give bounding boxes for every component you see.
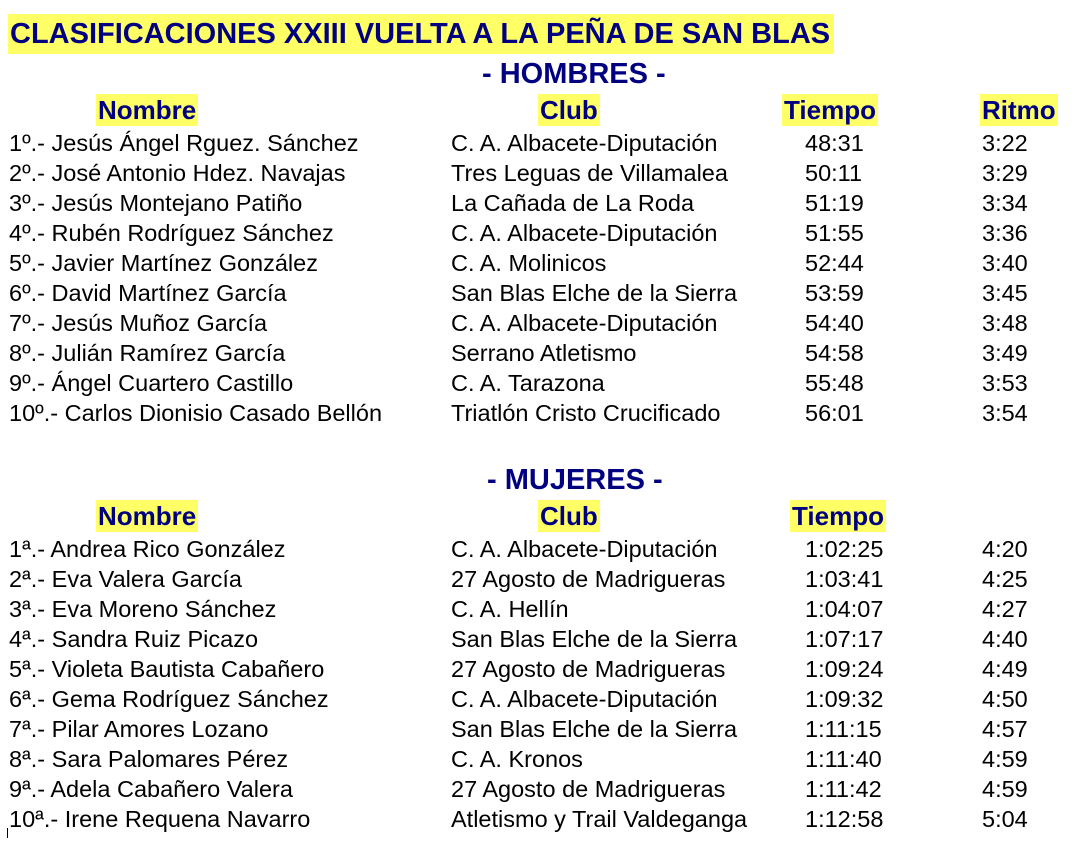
men-result-row	[0, 218, 1084, 248]
runner-time: 51:55	[805, 220, 864, 246]
men-result-row	[0, 188, 1084, 218]
runner-pace: 3:54	[982, 400, 1028, 426]
men-column-header-name: Nombre	[98, 95, 197, 125]
runner-time: 54:58	[805, 340, 864, 366]
runner-time: 48:31	[805, 130, 864, 156]
runner-name: 4º.- Rubén Rodríguez Sánchez	[9, 220, 334, 246]
runner-pace: 4:59	[982, 746, 1028, 772]
runner-name: 7ª.- Pilar Amores Lozano	[9, 716, 269, 742]
runner-name: 3ª.- Eva Moreno Sánchez	[9, 596, 277, 622]
men-column-header-pace: Ritmo	[982, 95, 1056, 125]
runner-name: 8º.- Julián Ramírez García	[9, 340, 286, 366]
runner-pace: 3:53	[982, 370, 1028, 396]
document-title: CLASIFICACIONES XXIII VUELTA A LA PEÑA DE SAN BLAS	[8, 14, 834, 54]
runner-club: C. A. Albacete-Diputación	[451, 130, 718, 156]
men-column-header-time: Tiempo	[784, 95, 876, 125]
runner-name: 6ª.- Gema Rodríguez Sánchez	[9, 686, 329, 712]
women-results-list	[0, 534, 1084, 834]
runner-club: 27 Agosto de Madrigueras	[451, 776, 726, 802]
women-result-row	[0, 714, 1084, 744]
men-result-row	[0, 128, 1084, 158]
runner-pace: 3:45	[982, 280, 1028, 306]
women-column-header-name: Nombre	[98, 501, 197, 531]
runner-club: San Blas Elche de la Sierra	[451, 626, 738, 652]
women-result-row	[0, 564, 1084, 594]
runner-club: C. A. Albacete-Diputación	[451, 686, 718, 712]
women-result-row	[0, 774, 1084, 804]
runner-name: 7º.- Jesús Muñoz García	[9, 310, 268, 336]
runner-pace: 5:04	[982, 806, 1028, 832]
runner-pace: 3:36	[982, 220, 1028, 246]
runner-club: Serrano Atletismo	[451, 340, 637, 366]
runner-name: 1ª.- Andrea Rico González	[9, 536, 286, 562]
runner-name: 4ª.- Sandra Ruiz Picazo	[9, 626, 259, 652]
runner-pace: 4:57	[982, 716, 1028, 742]
runner-club: C. A. Albacete-Diputación	[451, 536, 718, 562]
runner-time: 56:01	[805, 400, 864, 426]
women-result-row	[0, 654, 1084, 684]
men-result-row	[0, 338, 1084, 368]
runner-pace: 4:25	[982, 566, 1028, 592]
men-result-row	[0, 248, 1084, 278]
women-column-header-time: Tiempo	[792, 501, 884, 531]
runner-pace: 4:50	[982, 686, 1028, 712]
runner-time: 1:04:07	[805, 596, 884, 622]
runner-club: San Blas Elche de la Sierra	[451, 716, 738, 742]
runner-time: 1:03:41	[805, 566, 884, 592]
runner-club: C. A. Kronos	[451, 746, 583, 772]
runner-club: La Cañada de La Roda	[451, 190, 695, 216]
women-result-row	[0, 684, 1084, 714]
runner-pace: 3:40	[982, 250, 1028, 276]
runner-club: 27 Agosto de Madrigueras	[451, 656, 726, 682]
women-column-header-club: Club	[540, 501, 598, 531]
runner-club: Tres Leguas de Villamalea	[451, 160, 728, 186]
runner-time: 1:11:40	[805, 746, 882, 772]
runner-pace: 3:34	[982, 190, 1028, 216]
text-cursor	[7, 828, 8, 838]
runner-club: C. A. Albacete-Diputación	[451, 220, 718, 246]
women-result-row	[0, 594, 1084, 624]
runner-club: C. A. Molinicos	[451, 250, 607, 276]
runner-pace: 4:40	[982, 626, 1028, 652]
runner-time: 55:48	[805, 370, 864, 396]
runner-club: San Blas Elche de la Sierra	[451, 280, 738, 306]
men-section-heading: - HOMBRES -	[482, 58, 666, 90]
runner-time: 52:44	[805, 250, 864, 276]
runner-pace: 3:49	[982, 340, 1028, 366]
runner-pace: 3:48	[982, 310, 1028, 336]
runner-name: 9º.- Ángel Cuartero Castillo	[9, 370, 294, 396]
women-result-row	[0, 804, 1084, 834]
runner-pace: 4:49	[982, 656, 1028, 682]
runner-club: Atletismo y Trail Valdeganga	[451, 806, 748, 832]
runner-club: Triatlón Cristo Crucificado	[451, 400, 721, 426]
runner-time: 54:40	[805, 310, 864, 336]
women-result-row	[0, 744, 1084, 774]
runner-time: 1:11:42	[805, 776, 882, 802]
men-result-row	[0, 368, 1084, 398]
runner-pace: 4:20	[982, 536, 1028, 562]
runner-time: 51:19	[805, 190, 864, 216]
runner-time: 50:11	[805, 160, 863, 186]
women-section-heading: - MUJERES -	[487, 464, 663, 496]
women-result-row	[0, 624, 1084, 654]
runner-name: 6º.- David Martínez García	[9, 280, 287, 306]
runner-club: C. A. Hellín	[451, 596, 569, 622]
men-results-list	[0, 128, 1084, 428]
runner-name: 8ª.- Sara Palomares Pérez	[9, 746, 289, 772]
runner-name: 9ª.- Adela Cabañero Valera	[9, 776, 293, 802]
runner-time: 1:11:15	[805, 716, 882, 742]
men-result-row	[0, 158, 1084, 188]
runner-name: 3º.- Jesús Montejano Patiño	[9, 190, 303, 216]
runner-time: 53:59	[805, 280, 864, 306]
runner-time: 1:07:17	[805, 626, 884, 652]
runner-name: 1º.- Jesús Ángel Rguez. Sánchez	[9, 130, 359, 156]
runner-name: 5º.- Javier Martínez González	[9, 250, 318, 276]
women-result-row	[0, 534, 1084, 564]
men-result-row	[0, 308, 1084, 338]
runner-name: 2º.- José Antonio Hdez. Navajas	[9, 160, 346, 186]
runner-time: 1:02:25	[805, 536, 884, 562]
runner-pace: 4:27	[982, 596, 1028, 622]
runner-name: 5ª.- Violeta Bautista Cabañero	[9, 656, 325, 682]
runner-name: 10ª.- Irene Requena Navarro	[9, 806, 311, 832]
runner-pace: 3:22	[982, 130, 1028, 156]
runner-name: 10º.- Carlos Dionisio Casado Bellón	[9, 400, 383, 426]
runner-time: 1:09:32	[805, 686, 884, 712]
runner-time: 1:09:24	[805, 656, 884, 682]
runner-pace: 3:29	[982, 160, 1028, 186]
runner-club: 27 Agosto de Madrigueras	[451, 566, 726, 592]
runner-time: 1:12:58	[805, 806, 884, 832]
runner-pace: 4:59	[982, 776, 1028, 802]
runner-club: C. A. Tarazona	[451, 370, 605, 396]
men-column-header-club: Club	[540, 95, 598, 125]
men-result-row	[0, 278, 1084, 308]
men-result-row	[0, 398, 1084, 428]
runner-name: 2ª.- Eva Valera García	[9, 566, 242, 592]
runner-club: C. A. Albacete-Diputación	[451, 310, 718, 336]
